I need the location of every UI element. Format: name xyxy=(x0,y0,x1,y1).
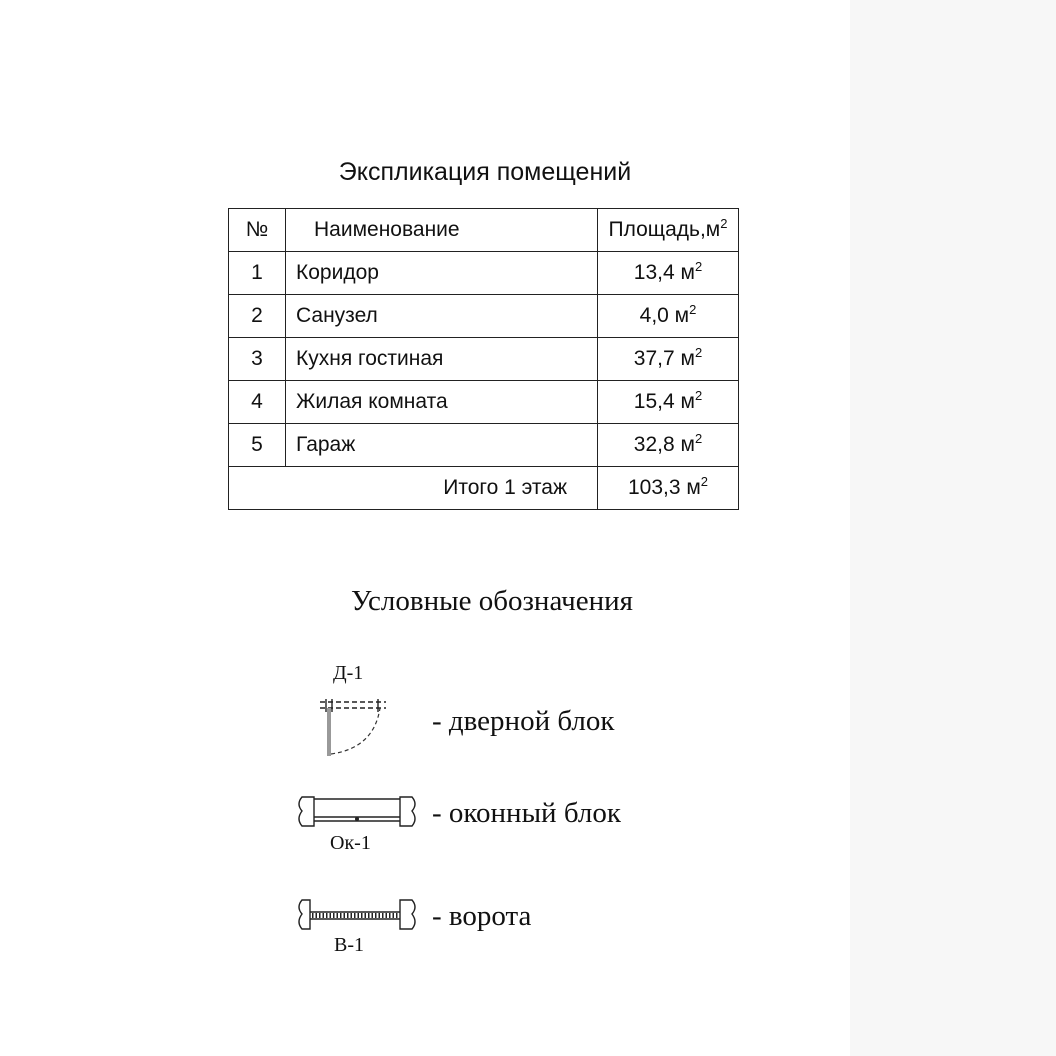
row-name: Коридор xyxy=(286,252,598,295)
row-area xyxy=(598,252,739,295)
table-row xyxy=(229,424,739,467)
row-name: Санузел xyxy=(286,295,598,338)
window-code-label: Ок-1 xyxy=(330,832,371,854)
table-row xyxy=(229,338,739,381)
row-name: Жилая комната xyxy=(286,381,598,424)
legend-title: Условные обозначения xyxy=(351,585,633,617)
row-area-value: 4,0 м xyxy=(639,304,690,327)
row-area-value: 13,4 м xyxy=(633,261,695,284)
explication-table xyxy=(228,208,739,510)
row-area-value: 37,7 м xyxy=(633,347,695,370)
row-area-sup: 2 xyxy=(694,388,703,403)
page-margin-strip xyxy=(850,0,1056,1056)
total-area-sup: 2 xyxy=(700,474,709,489)
table-row xyxy=(229,295,739,338)
total-area-value: 103,3 м xyxy=(627,476,701,499)
door-legend-text: - дверной блок xyxy=(432,705,615,737)
row-num: 1 xyxy=(229,252,286,295)
row-name: Кухня гостиная xyxy=(286,338,598,381)
row-area-sup: 2 xyxy=(694,431,703,446)
row-area xyxy=(598,381,739,424)
row-area-sup: 2 xyxy=(689,302,697,317)
window-legend-text: - оконный блок xyxy=(432,797,621,829)
door-code-label: Д-1 xyxy=(333,662,364,684)
row-num: 3 xyxy=(229,338,286,381)
row-num: 2 xyxy=(229,295,286,338)
row-area-value: 32,8 м xyxy=(633,433,695,456)
header-area xyxy=(598,209,739,252)
gate-legend-text: - ворота xyxy=(432,900,532,932)
gate-icon xyxy=(296,898,420,934)
door-block-icon xyxy=(318,696,388,760)
row-area-sup: 2 xyxy=(694,259,703,274)
table-header-row xyxy=(229,209,739,252)
table-row xyxy=(229,381,739,424)
window-block-icon xyxy=(296,795,420,831)
row-num: 4 xyxy=(229,381,286,424)
header-area-label: Площадь,м xyxy=(608,218,721,241)
table-row xyxy=(229,252,739,295)
row-area xyxy=(598,338,739,381)
header-num: № xyxy=(229,209,286,252)
table-total-row xyxy=(229,467,739,510)
row-area xyxy=(598,295,739,338)
total-area xyxy=(598,467,739,510)
total-label: Итого 1 этаж xyxy=(229,467,598,510)
explication-title: Экспликация помещений xyxy=(338,158,632,186)
row-num: 5 xyxy=(229,424,286,467)
row-name: Гараж xyxy=(286,424,598,467)
gate-code-label: В-1 xyxy=(334,934,364,956)
header-name: Наименование xyxy=(286,209,598,252)
row-area-sup: 2 xyxy=(694,345,703,360)
row-area-value: 15,4 м xyxy=(633,390,695,413)
header-area-sup: 2 xyxy=(720,216,728,231)
row-area xyxy=(598,424,739,467)
